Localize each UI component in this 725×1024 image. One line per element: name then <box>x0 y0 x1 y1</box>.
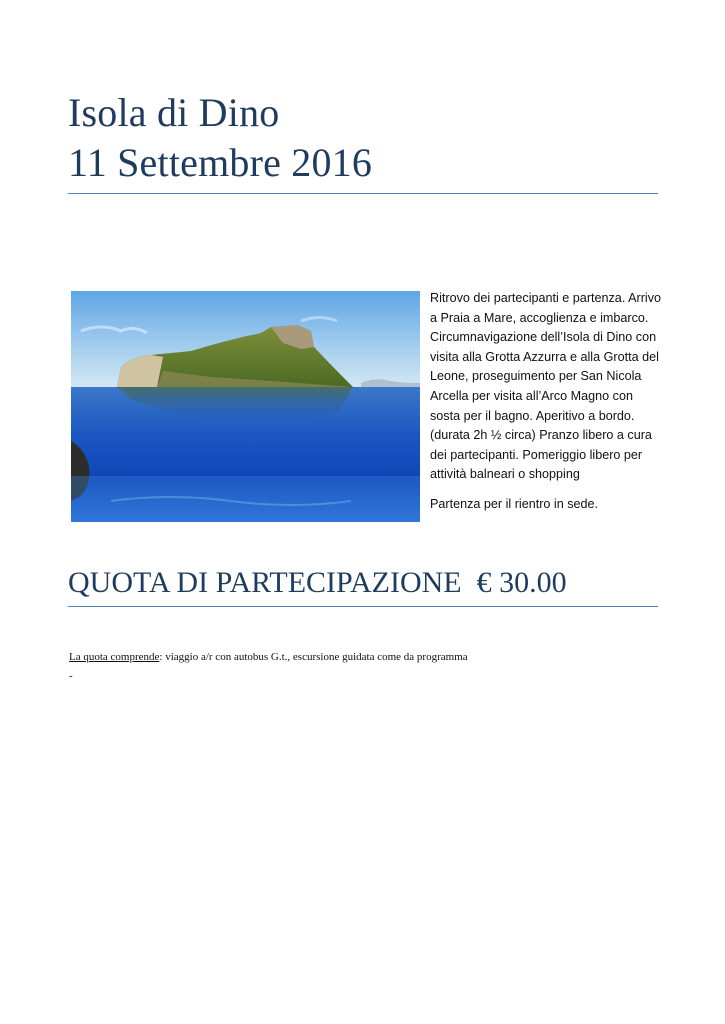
document-date: 11 Settembre 2016 <box>68 140 373 185</box>
title-divider <box>68 193 658 194</box>
price-divider <box>68 606 658 607</box>
program-description <box>430 289 662 515</box>
program-paragraph: Ritrovo dei partecipanti e partenza. Arrivo a Praia a Mare, accoglienza e imbarco. Circumnavigazione dell’Isola di Dino con visita alla Grotta Azzurra e alla Grotta del Leone, proseguimento per San Nicola Arcella per visita all’Arco Magno con sosta per il bagno. Aperitivo a bordo. (durata 2h ½ circa) Pranzo libero a cura dei partecipanti. Pomeriggio libero per attività balneari o shopping <box>430 291 662 482</box>
includes-label: La quota comprende <box>69 651 160 663</box>
island-photo <box>71 291 420 522</box>
includes-line <box>69 650 468 664</box>
includes-text: : viaggio a/r con autobus G.t., escursione guidata come da programma <box>159 651 468 663</box>
document-title: Isola di Dino <box>68 90 280 135</box>
trailing-dash: - <box>69 670 73 682</box>
program-return-paragraph: Partenza per il rientro in sede. <box>430 496 599 511</box>
price-heading: QUOTA DI PARTECIPAZIONE € 30.00 <box>68 566 567 599</box>
